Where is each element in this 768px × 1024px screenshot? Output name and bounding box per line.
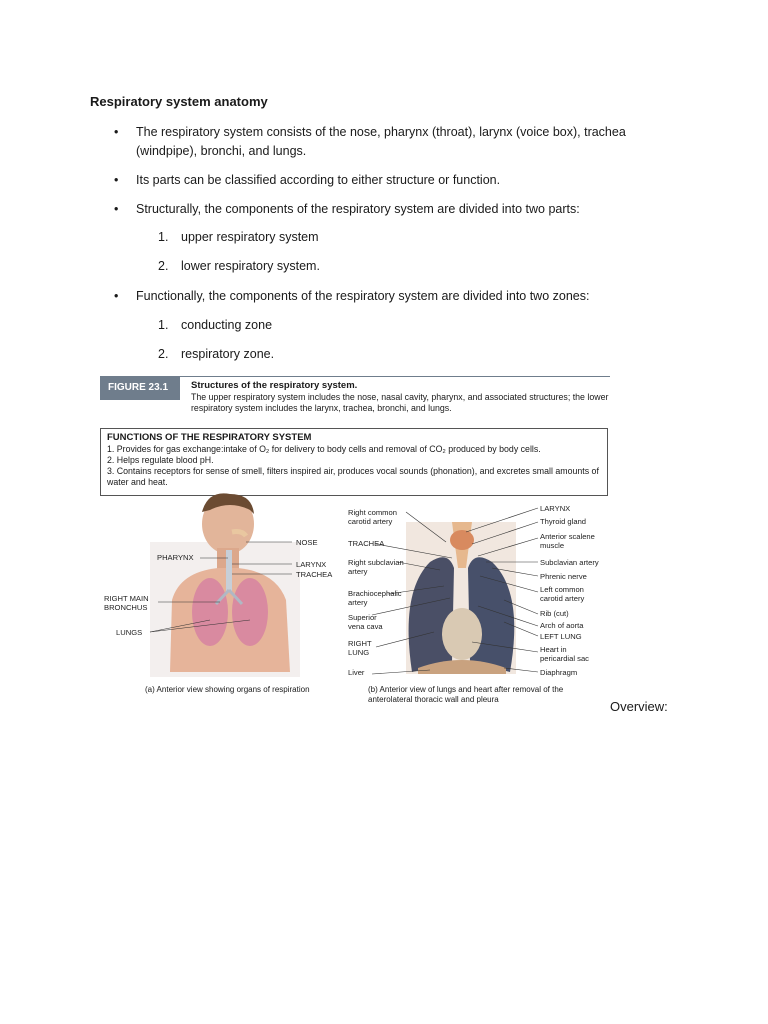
- list-number: 1.: [158, 318, 169, 332]
- list-text: upper respiratory system: [181, 230, 319, 244]
- label-diaphragm: Diaphragm: [540, 668, 578, 677]
- label-brachiocephalic: Brachiocephalic: [348, 589, 402, 598]
- figure-respiratory-system: [100, 372, 610, 712]
- label-right-lung-2: LUNG: [348, 648, 370, 657]
- label-subclavian-artery: Subclavian artery: [540, 558, 599, 567]
- lungs-heart-illustration: [406, 522, 516, 674]
- label-right-main-bronchus: RIGHT MAIN: [104, 594, 149, 603]
- overview-heading: Overview:: [610, 699, 668, 714]
- label-superior-vena-cava: Superior: [348, 613, 377, 622]
- label-larynx: LARYNX: [296, 560, 327, 569]
- label-anterior-scalene: Anterior scalene: [540, 532, 595, 541]
- list-number: 2.: [158, 347, 169, 361]
- label-liver: Liver: [348, 668, 365, 677]
- torso-illustration: [150, 493, 300, 677]
- list-text: lower respiratory system.: [181, 259, 320, 273]
- label-brachiocephalic-2: artery: [348, 598, 368, 607]
- label-anterior-scalene-2: muscle: [540, 541, 565, 550]
- label-right-subclavian: Right subclavian: [348, 558, 404, 567]
- caption-a: (a) Anterior view showing organs of respiration: [145, 685, 310, 694]
- list-number: 2.: [158, 259, 169, 273]
- label-trachea: TRACHEA: [296, 570, 333, 579]
- bullet-symbol: •: [114, 202, 119, 216]
- function-item: 1. Provides for gas exchange:intake of O₂ for delivery to body cells and removal of CO₂ produced by body cells.: [107, 444, 541, 454]
- functions-title: FUNCTIONS OF THE RESPIRATORY SYSTEM: [107, 432, 312, 443]
- label-left-common-carotid-2: carotid artery: [540, 594, 585, 603]
- figure-caption-title: Structures of the respiratory system.: [191, 380, 358, 391]
- list-text: conducting zone: [181, 318, 273, 332]
- figure-badge: FIGURE 23.1: [100, 376, 180, 400]
- label-phrenic-nerve: Phrenic nerve: [540, 572, 587, 581]
- label-right-subclavian-2: artery: [348, 567, 368, 576]
- bullet-text: Its parts can be classified according to either structure or function.: [136, 173, 501, 187]
- label-arch-of-aorta: Arch of aorta: [540, 621, 584, 630]
- label-rib-cut: Rib (cut): [540, 609, 569, 618]
- bullet-symbol: •: [114, 125, 119, 139]
- list-number: 1.: [158, 230, 169, 244]
- label-nose: NOSE: [296, 538, 318, 547]
- label-thyroid-gland: Thyroid gland: [540, 517, 587, 526]
- function-item: 3. Contains receptors for sense of smell, filters inspired air, produces vocal sounds (phonation), and excretes small amounts of water and heat.: [107, 466, 599, 487]
- bullet-text: The respiratory system consists of the nose, pharynx (throat), larynx (voice box), trachea (windpipe), bronchi, and lungs.: [136, 125, 626, 158]
- caption-b: (b) Anterior view of lungs and heart after removal of the anterolateral thoracic wall and pleura: [368, 685, 564, 704]
- bullet-text: Functionally, the components of the respiratory system are divided into two zones:: [136, 289, 590, 303]
- label-left-lung: LEFT LUNG: [540, 632, 582, 641]
- label-right-main-bronchus-2: BRONCHUS: [104, 603, 148, 612]
- list-text: respiratory zone.: [181, 347, 275, 361]
- label-left-common-carotid: Left common: [540, 585, 584, 594]
- bullet-symbol: •: [114, 289, 119, 303]
- label-superior-vena-cava-2: vena cava: [348, 622, 383, 631]
- bullet-symbol: •: [114, 173, 119, 187]
- function-item: 2. Helps regulate blood pH.: [107, 455, 214, 465]
- label-lungs: LUNGS: [116, 628, 143, 637]
- label-trachea-b: TRACHEA: [348, 539, 385, 548]
- label-pharynx: PHARYNX: [157, 553, 194, 562]
- label-right-common-carotid: Right common: [348, 508, 397, 517]
- label-heart-2: pericardial sac: [540, 654, 589, 663]
- label-right-common-carotid-2: carotid artery: [348, 517, 393, 526]
- label-larynx-b: LARYNX: [540, 504, 571, 513]
- figure-caption-text: The upper respiratory system includes the nose, nasal cavity, pharynx, and associated structures; the lower respiratory system includes the larynx, trachea, bronchi, and lungs.: [191, 392, 609, 413]
- page-title: Respiratory system anatomy: [90, 94, 268, 109]
- label-right-lung: RIGHT: [348, 639, 372, 648]
- bullet-text: Structurally, the components of the respiratory system are divided into two parts:: [136, 202, 580, 216]
- label-heart: Heart in: [540, 645, 567, 654]
